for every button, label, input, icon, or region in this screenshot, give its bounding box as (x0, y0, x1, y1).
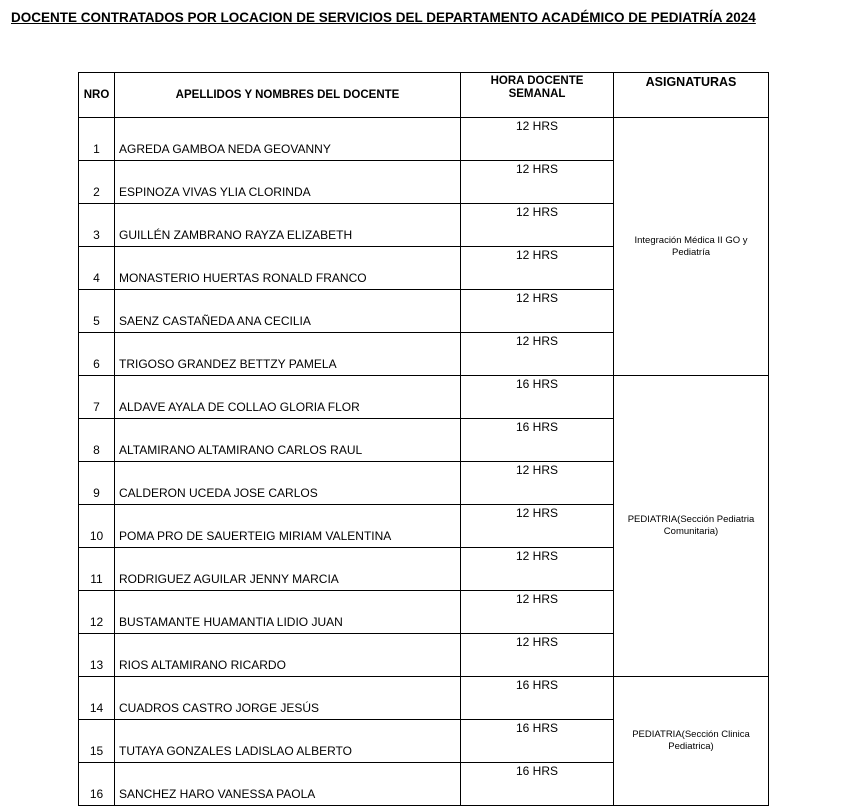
header-hora-line2: SEMANAL (508, 88, 566, 100)
header-hora-line1: HORA DOCENTE (490, 75, 584, 87)
subject-line2: Pediatrica) (668, 741, 714, 752)
teacher-name: SAENZ CASTAÑEDA ANA CECILIA (115, 290, 461, 333)
weekly-hours: 12 HRS (461, 118, 614, 161)
document-title: DOCENTE CONTRATADOS POR LOCACION DE SERVICIOS DEL DEPARTAMENTO ACADÉMICO DE PEDIATRÍA 2024 (11, 10, 756, 25)
row-number: 6 (79, 333, 115, 376)
teacher-name: SANCHEZ HARO VANESSA PAOLA (115, 763, 461, 806)
row-number: 2 (79, 161, 115, 204)
row-number: 4 (79, 247, 115, 290)
weekly-hours: 16 HRS (461, 720, 614, 763)
header-nro: NRO (79, 73, 115, 118)
table-header-row (79, 73, 769, 118)
weekly-hours: 12 HRS (461, 462, 614, 505)
weekly-hours: 16 HRS (461, 376, 614, 419)
weekly-hours: 12 HRS (461, 505, 614, 548)
weekly-hours: 12 HRS (461, 161, 614, 204)
teachers-table (78, 72, 769, 806)
row-number: 8 (79, 419, 115, 462)
subject-cell (614, 677, 769, 806)
row-number: 11 (79, 548, 115, 591)
weekly-hours: 12 HRS (461, 634, 614, 677)
teacher-name: AGREDA GAMBOA NEDA GEOVANNY (115, 118, 461, 161)
header-nombres: APELLIDOS Y NOMBRES DEL DOCENTE (115, 73, 461, 118)
table-body (79, 118, 769, 806)
row-number: 15 (79, 720, 115, 763)
row-number: 5 (79, 290, 115, 333)
subject-line1: Integración Médica II GO y (634, 234, 748, 246)
weekly-hours: 12 HRS (461, 204, 614, 247)
row-number: 3 (79, 204, 115, 247)
subject-line2: Pediatría (671, 246, 711, 258)
row-number: 10 (79, 505, 115, 548)
row-number: 7 (79, 376, 115, 419)
row-number: 14 (79, 677, 115, 720)
weekly-hours: 12 HRS (461, 290, 614, 333)
weekly-hours: 16 HRS (461, 763, 614, 806)
teacher-name: ALTAMIRANO ALTAMIRANO CARLOS RAUL (115, 419, 461, 462)
row-number: 12 (79, 591, 115, 634)
weekly-hours: 12 HRS (461, 548, 614, 591)
weekly-hours: 16 HRS (461, 677, 614, 720)
subject-line1: PEDIATRIA(Sección Pediatria (627, 514, 755, 525)
subject-cell (614, 118, 769, 376)
subject-line2: Comunitaria) (663, 526, 719, 537)
table-row (79, 376, 769, 419)
teacher-name: CUADROS CASTRO JORGE JESÚS (115, 677, 461, 720)
weekly-hours: 12 HRS (461, 333, 614, 376)
weekly-hours: 12 HRS (461, 591, 614, 634)
header-asignaturas: ASIGNATURAS (614, 73, 769, 118)
row-number: 1 (79, 118, 115, 161)
weekly-hours: 16 HRS (461, 419, 614, 462)
teacher-name: RIOS ALTAMIRANO RICARDO (115, 634, 461, 677)
header-hora (461, 73, 614, 118)
teacher-name: ESPINOZA VIVAS YLIA CLORINDA (115, 161, 461, 204)
teacher-name: ALDAVE AYALA DE COLLAO GLORIA FLOR (115, 376, 461, 419)
subject-line1: PEDIATRIA(Sección Clinica (632, 729, 750, 740)
row-number: 16 (79, 763, 115, 806)
weekly-hours: 12 HRS (461, 247, 614, 290)
teacher-name: BUSTAMANTE HUAMANTIA LIDIO JUAN (115, 591, 461, 634)
row-number: 13 (79, 634, 115, 677)
teacher-name: RODRIGUEZ AGUILAR JENNY MARCIA (115, 548, 461, 591)
teacher-name: TRIGOSO GRANDEZ BETTZY PAMELA (115, 333, 461, 376)
row-number: 9 (79, 462, 115, 505)
teacher-name: CALDERON UCEDA JOSE CARLOS (115, 462, 461, 505)
teacher-name: GUILLÉN ZAMBRANO RAYZA ELIZABETH (115, 204, 461, 247)
table-row (79, 118, 769, 161)
teacher-name: POMA PRO DE SAUERTEIG MIRIAM VALENTINA (115, 505, 461, 548)
table-row (79, 677, 769, 720)
teacher-name: MONASTERIO HUERTAS RONALD FRANCO (115, 247, 461, 290)
teacher-name: TUTAYA GONZALES LADISLAO ALBERTO (115, 720, 461, 763)
subject-cell (614, 376, 769, 677)
